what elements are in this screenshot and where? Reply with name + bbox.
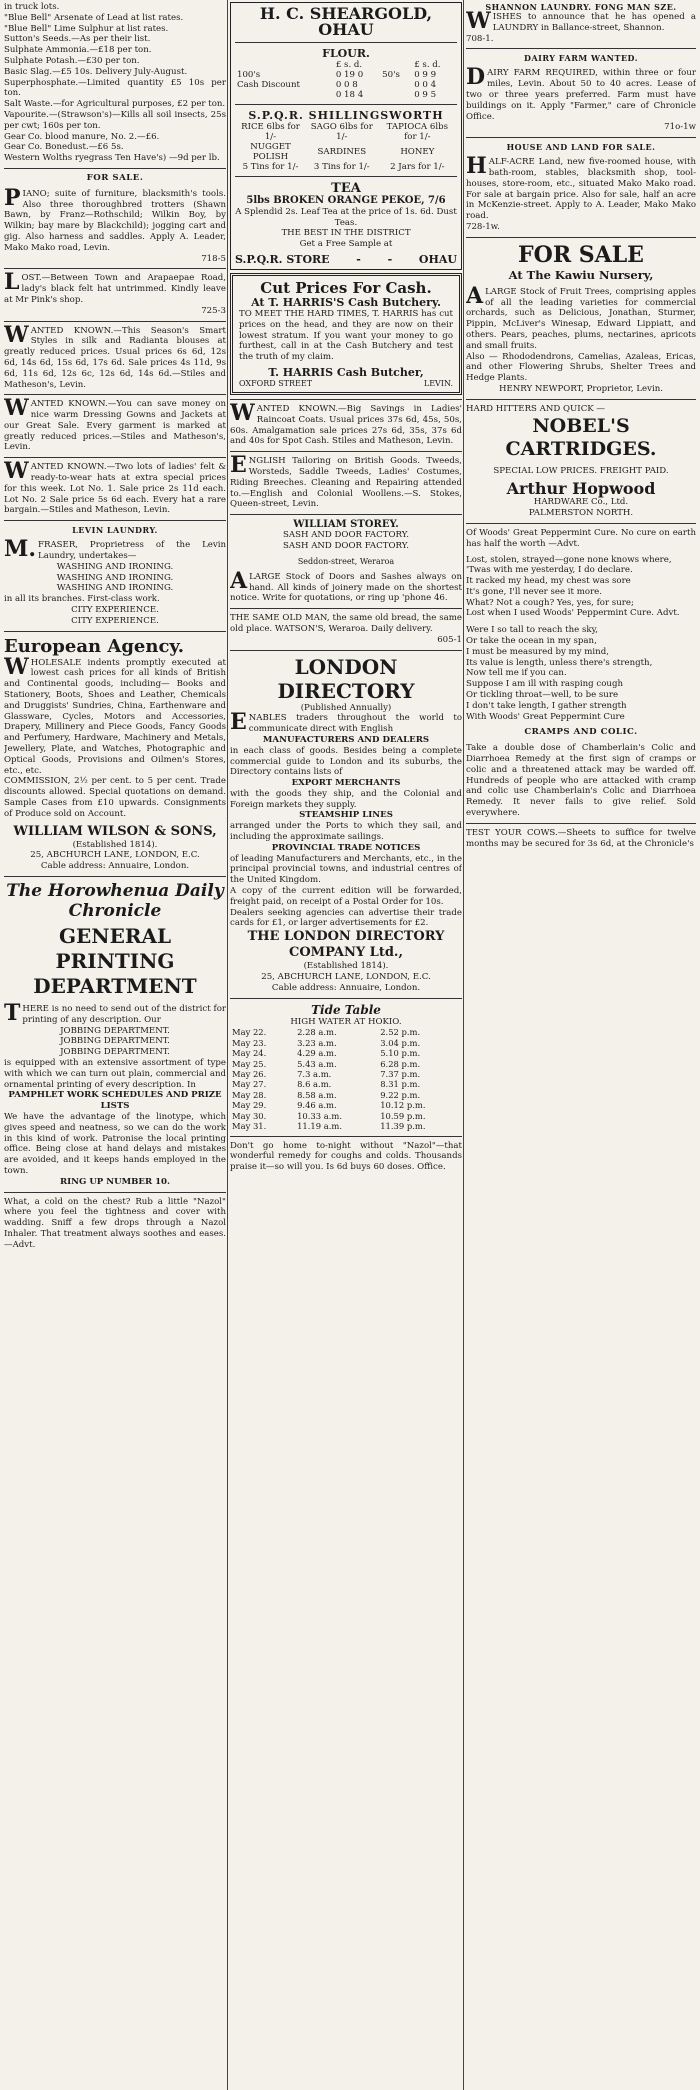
store-line: S.P.Q.R. STORE - - OHAU (235, 252, 457, 266)
table-row: May 28. 8.58 a.m. 9.22 p.m. (232, 1089, 421, 1100)
london-cable: Cable address: Annuaire, London. (271, 982, 421, 993)
list-item: Salt Waste.—for Agricultural purposes, £2 per ton. (4, 99, 226, 110)
london-export: EXPORT MERCHANTS (291, 778, 401, 789)
hard-hitters: HARD HITTERS AND QUICK — (466, 403, 606, 414)
table-row: May 30. 10.33 a.m. 10.59 p.m. (232, 1110, 426, 1121)
storey-name: WILLIAM STOREY. (293, 519, 399, 531)
spqr-heading: S.P.Q.R. SHILLINGSWORTH (248, 109, 444, 122)
printing-text-2: is equipped with an extensive assortment of type with which we can turn out plain, commercial and ornamental printing of every description. In (4, 1057, 226, 1090)
laundry-heading: LEVIN LAUNDRY. (72, 525, 158, 536)
piano-ad: PIANO; suite of furniture, blacksmith's tools. Also three thoroughbred trotters (Shawn Bawn, by Franz—Rothschild; Wilkin Boy, by Wilkin; bay mare by Blackchild); jogging cart and gig. Also harness and saddles. Apply A. Leader, Mako Mako road, Levin. (4, 184, 226, 253)
dairy-text: DAIRY FARM REQUIRED, within three or four miles, Levin. About 50 to 40 acres. Lease of two or three years preferred. Farm must have buildings on it. Apply "Farmer," care of Chronicle Office. (466, 64, 696, 122)
printing-title: GENERAL PRINTING DEPARTMENT (33, 923, 197, 998)
cramps-text: Take a double dose of Chamberlain's Colic and Diarrhoea Remedy at the first sign of cramps or colic and a threatened attack may be warded off. Hundreds of people who are attacked with cramp and colic use Chamberlain's Colic and Diarrhoea Remedy. It never fails to give relief. Sold everywhere. (466, 743, 696, 819)
pamphlet-line: PAMPHLET WORK SCHEDULES AND PRIZE LISTS (8, 1090, 222, 1112)
ad-ref: 728-1w. (466, 221, 500, 232)
column-3 (466, 0, 696, 2090)
shannon-title: SHANNON LAUNDRY. FONG MAN SZE. (485, 2, 677, 12)
kawiu-title: FOR SALE (518, 241, 644, 268)
list-item: Gear Co. Bonedust.—£6 5s. (4, 142, 124, 153)
kawiu-text-2: Also — Rhododendrons, Camelias, Azaleas, Ericas, and other Flowering Shrubs, Shelter Trees and Hedge Plants. (466, 351, 696, 384)
storey-line: SASH AND DOOR FACTORY. (282, 530, 409, 541)
list-item: Western Wolths ryegrass Ten Have's) —9d per lb. (4, 153, 220, 164)
london-text: Dealers seeking agencies can advertise their trade cards for £1, or larger advertisements for £2. (230, 907, 462, 929)
laundry-tail: in all its branches. First-class work. (4, 594, 160, 605)
tea-line: A Splendid 2s. Leaf Tea at the price of 1s. 6d. Dust Teas. (235, 206, 457, 228)
storey-address: Seddon-street, Weraroa (297, 556, 395, 566)
sheargold-title: H. C. SHEARGOLD, OHAU (259, 4, 433, 39)
flour-table (235, 60, 457, 100)
wanted-known-blouses: WANTED KNOWN.—This Season's Smart Styles in silk and Radianta blouses at greatly reduced prices. Usual prices 6s 6d, 12s 6d, 14s 6d, 15s 6d, 17s 6d. Sale prices 4s 11d, 9s 6d, 11s 6d, 12s 6c, 12s 6d, 14s 6d.—Stiles and Matheson's, Levin. (4, 321, 226, 390)
table-row: May 25. 5.43 a.m. 6.28 p.m. (232, 1058, 421, 1069)
house-heading: HOUSE AND LAND FOR SALE. (506, 142, 656, 153)
tea-line: THE BEST IN THE DISTRICT (281, 228, 411, 239)
harris-ad (230, 273, 462, 395)
woods-ad: Of Woods' Great Peppermint Cure. No cure on earth has half the worth —Advt. (466, 527, 696, 549)
harris-sub: At T. HARRIS'S Cash Butchery. (251, 295, 441, 309)
washing-line: WASHING AND IRONING. (56, 561, 174, 572)
tide-table (230, 1027, 462, 1131)
table-row: May 26. 7.3 a.m. 7.37 p.m. (232, 1069, 421, 1080)
column-rule (227, 0, 228, 2090)
kawiu-sub: At The Kawiu Nursery, (508, 267, 654, 282)
table-row: May 23. 3.23 a.m. 3.04 p.m. (232, 1037, 421, 1048)
column-1 (4, 0, 226, 2090)
hopwood-name: Arthur Hopwood (506, 479, 656, 499)
column-rule (463, 0, 464, 2090)
tea-heading: TEA (331, 181, 361, 196)
lsd-label: £ s. d. (335, 60, 363, 70)
table-row: Cash Discount 0 0 8 0 0 4 (237, 80, 437, 90)
harris-text: TO MEET THE HARD TIMES, T. HARRIS has cut prices on the head, and they are now on their lowest stratum. If you want your money to go furthest, call in at the Cash Butchery and test the truth of my claim. (239, 308, 453, 363)
list-item: Superphosphate.—Limited quantity £5 10s per ton. (4, 77, 226, 99)
list-item: in truck lots. (4, 2, 60, 12)
cows-ad: TEST YOUR COWS.—Sheets to suffice for twelve months may be secured for 3s 6d, at the Chronicle's (466, 827, 696, 849)
table-row: 5 Tins for 1/- 3 Tins for 1/- 2 Jars for 1/- (242, 162, 445, 172)
nobel-prices: SPECIAL LOW PRICES. FREIGHT PAID. (493, 465, 669, 476)
kawiu-text: ALARGE Stock of Fruit Trees, comprising apples of all the leading varieties for commercial orchards, such as Delicious, Jonathan, Sturmer, Pippin, McLiver's Winesap, Edward Lippiatt, and others. Pears, peaches, plums, nectarines, apricots and small fruits. (466, 282, 696, 351)
list-item: "Blue Bell" Lime Sulphur at list rates. (4, 23, 169, 34)
list-item: Sutton's Seeds.—As per their list. (4, 34, 151, 45)
nobel-title: NOBEL'S CARTRIDGES. (505, 414, 657, 460)
nazol-bottom-ad: Don't go home to-night without "Nazol"—that wonderful remedy for coughs and colds. Thousands praise it—so will you. Is 6d buys 60 doses. Office. (230, 1140, 462, 1173)
jobbing-line: JOBBING DEPARTMENT. (60, 1047, 170, 1058)
london-title: LONDON DIRECTORY (277, 654, 415, 703)
washing-line: WASHING AND IRONING. (56, 583, 174, 594)
london-est: (Established 1814). (303, 961, 389, 972)
harris-title: Cut Prices For Cash. (260, 278, 432, 297)
tea-line: 5lbs BROKEN ORANGE PEKOE, 7/6 (246, 195, 446, 206)
london-manu: MANUFACTURERS AND DEALERS (262, 734, 430, 745)
dairy-heading: DAIRY FARM WANTED. (524, 53, 638, 64)
table-row: May 24. 4.29 a.m. 5.10 p.m. (232, 1048, 421, 1059)
doors-ad: ALARGE Stock of Doors and Sashes always on hand. All kinds of joinery made on the shortest notice. Write for quotations, or ring up 'phone 46. (230, 567, 462, 604)
table-row: May 31. 11.19 a.m. 11.39 p.m. (232, 1121, 426, 1132)
london-text: of leading Manufacturers and Merchants, etc., in the principal provincial towns, and industrial centres of the United Kingdom. (230, 853, 462, 886)
london-text: in each class of goods. Besides being a complete commercial guide to London and its suburbs, the Directory contains lists of (230, 745, 462, 778)
laundry-text: M.FRASER, Proprietress of the Levin Laundry, undertakes— (4, 536, 226, 563)
list-item: Sulphate Potash.—£30 per ton. (4, 55, 140, 66)
wanted-known-hats: WANTED KNOWN.—Two lots of ladies' felt & ready-to-wear hats at extra special prices for this week. Lot No. 1. Sale price 2s 11d each. Lot No. 2 Sale price 5s 6d each. Every hat a rare bargain.—Stiles and Matheson, Levin. (4, 458, 226, 516)
list-item: Vapourite.—(Strawson's)—Kills all soil insects, 25s per cwt; 160s per ton. (4, 109, 226, 131)
ad-ref: 605-1 (437, 634, 462, 645)
tea-line: Get a Free Sample at (299, 239, 393, 250)
chronicle-title: The Horowhenua Daily Chronicle (6, 880, 224, 921)
table-row: NUGGET POLISH SARDINES HONEY (250, 142, 435, 162)
raincoat-ad: WANTED KNOWN.—Big Savings in Ladies' Raincoat Coats. Usual prices 37s 6d, 45s, 50s, 60s. Amalgamation sale prices 27s 6d, 35s, 37s 6d and 40s for Spot Cash. Stiles and Matheson, Levin. (230, 399, 462, 447)
ad-ref: 725-3 (201, 305, 226, 316)
spqr-table (235, 122, 457, 172)
tide-heading: HIGH WATER AT HOKIO. (290, 1016, 402, 1027)
table-row: May 27. 8.6 a.m. 8.31 p.m. (232, 1079, 421, 1090)
city-line: CITY EXPERIENCE. (71, 605, 159, 616)
city-line: CITY EXPERIENCE. (71, 615, 159, 626)
sheargold-ad (230, 2, 462, 270)
ad-ref: 71o-1w (664, 122, 696, 133)
london-text: A copy of the current edition will be forwarded, freight paid, on receipt of a Postal Order for 10s. (230, 886, 462, 907)
cramps-heading: CRAMPS AND COLIC. (524, 727, 638, 738)
fertiliser-list (4, 0, 226, 164)
agency-title: European Agency. (4, 635, 185, 657)
for-sale-heading: FOR SALE. (86, 172, 144, 183)
tailoring-ad: ENGLISH Tailoring on British Goods. Tweeds, Worsteds, Saddle Tweeds, Ladies' Costumes, Riding Breeches. Cleaning and Repairing attended to.—English and Colonial Woollens.—S. Stokes, Queen-street, Levin. (230, 452, 462, 510)
storey-line: SASH AND DOOR FACTORY. (282, 540, 409, 551)
wilson-est: (Established 1814). (72, 839, 158, 850)
flour-heading: FLOUR. (322, 47, 370, 60)
hopwood-sub: HARDWARE Co., Ltd. (533, 497, 629, 508)
list-item: Gear Co. blood manure, No. 2.—£6. (4, 131, 160, 142)
table-row: 0 18 4 0 9 5 (335, 90, 437, 100)
tide-title: Tide Table (311, 1002, 381, 1017)
jobbing-line: JOBBING DEPARTMENT. (60, 1025, 170, 1036)
printing-text-3: We have the advantage of the linotype, which gives speed and neatness, so we can do the work in this kind of work. Patronise the local printing office. Being close at hand delays and mistakes are avoided, and it keeps hands employed in the town. (4, 1111, 226, 1176)
wilson-address: 25, ABCHURCH LANE, LONDON, E.C. (30, 850, 200, 861)
london-address: 25, ABCHURCH LANE, LONDON, E.C. (261, 972, 431, 983)
watson-ad: THE SAME OLD MAN, the same old bread, the same old place. WATSON'S, Weraroa. Daily delivery. (230, 613, 462, 634)
london-prov: PROVINCIAL TRADE NOTICES (271, 842, 421, 853)
wanted-known-gowns: WANTED KNOWN.—You can save money on nice warm Dressing Gowns and Jackets at our Great Sale. Every garment is marked at greatly reduced prices.—Stiles and Matheson's, Levin. (4, 395, 226, 453)
ring-line: RING UP NUMBER 10. (59, 1176, 171, 1187)
london-text: arranged under the Ports to which they sail, and including the approximate sailings. (230, 821, 462, 843)
nazol-ad: What, a cold on the chest? Rub a little "Nazol" where you feel the tightness and cover with wadding. Sniff a few drops through a Nazol Inhaler. That treatment always soothes and eases.—Advt. (4, 1196, 226, 1250)
london-annual: (Published Annually) (300, 702, 392, 713)
house-text: HALF-ACRE Land, new five-roomed house, with bath-room, stables, blacksmith shop, tool-houses, store-room, etc., situated Mako Mako road. For sale at bargain price. Also for sale, half an acre in McKenzie-street. Apply to A. Leader, Mako Mako road. (466, 153, 696, 222)
harris-address: OXFORD STREET LEVIN. (239, 378, 453, 388)
jobbing-line: JOBBING DEPARTMENT. (60, 1036, 170, 1047)
woods-poem: Lost, stolen, strayed—gone none knows where, 'Twas with me yesterday, I do declare. It racked my head, my chest was sore It's gone, I'll never see it more. What? Not a cough? Yes, yes, for sure; Lost when I used Woods' Peppermint Cure. Advt. Were I so tall to reach the sky, Or take the ocean in my span, I must be measured by my mind, Its value is length, unless there's strength, Now tell me if you can. Suppose I am ill with rasping cough Or tickling throat—well, to be sure I don't take length, I gather strength With Woods' Great Peppermint Cure (466, 554, 680, 722)
list-item: Basic Slag.—£5 10s. Delivery July-August. (4, 66, 188, 77)
london-company: THE LONDON DIRECTORY COMPANY Ltd., (247, 929, 445, 961)
agency-text: WHOLESALE indents promptly executed at lowest cash prices for all kinds of British and Continental goods, including— Books and Stationery, Boots, Shoes and Leather, Chemicals and Druggists' Sundries, China, Earthenware and Glassware, Cycles, Motors and Accessories, Drapery, Millinery and Piece Goods, Fancy Goods and Perfumery, Hardware, Machinery and Metals, Jewellery, Plate, and Watches, Photographic and Optical Goods, Provisions and Oilmen's Stores, etc., etc. (4, 653, 226, 776)
lsd-label: £ s. d. (414, 60, 441, 70)
washing-line: WASHING AND IRONING. (56, 572, 174, 583)
kawiu-proprietor: HENRY NEWPORT, Proprietor, Levin. (498, 383, 664, 394)
table-row: May 22. 2.28 a.m. 2.52 p.m. (232, 1027, 421, 1038)
hopwood-town: PALMERSTON NORTH. (528, 508, 634, 519)
london-steam: STEAMSHIP LINES (299, 810, 393, 821)
ad-ref: 708-1. (466, 33, 494, 44)
agency-commission: COMMISSION, 2½ per cent. to 5 per cent. Trade discounts allowed. Special quotations on demand. Sample Cases from £10 upwards. Consignments of Produce sold on Account. (4, 776, 226, 819)
wilson-cable: Cable address: Annuaire, London. (40, 861, 190, 872)
list-item: Sulphate Ammonia.—£18 per ton. (4, 45, 152, 56)
list-item: "Blue Bell" Arsenate of Lead at list rates. (4, 12, 184, 23)
london-text: with the goods they ship, and the Colonial and Foreign markets they supply. (230, 788, 462, 810)
shannon-text: WISHES to announce that he has opened a LAUNDRY in Ballance-street, Shannon. (466, 8, 696, 34)
harris-name: T. HARRIS Cash Butcher, (268, 365, 424, 379)
ad-ref: 718-5 (201, 253, 226, 264)
column-2 (230, 0, 462, 2090)
table-row: 100's 0 19 0 50's 0 9 9 (237, 70, 437, 80)
london-text: ENABLES traders throughout the world to communicate direct with English (230, 709, 462, 736)
lost-ad: LOST.—Between Town and Arapaepae Road, lady's black felt hat untrimmed. Kindly leave at Mr Pink's shop. (4, 269, 226, 305)
printing-text: THERE is no need to send out of the district for printing of any description. Our (4, 999, 226, 1026)
table-row: May 29. 9.46 a.m. 10.12 p.m. (232, 1100, 426, 1111)
table-row: RICE 6lbs for 1/- SAGO 6lbs for 1/- TAPIOCA 6lbs for 1/- (241, 122, 448, 142)
wilson-name: WILLIAM WILSON & SONS, (13, 823, 217, 839)
